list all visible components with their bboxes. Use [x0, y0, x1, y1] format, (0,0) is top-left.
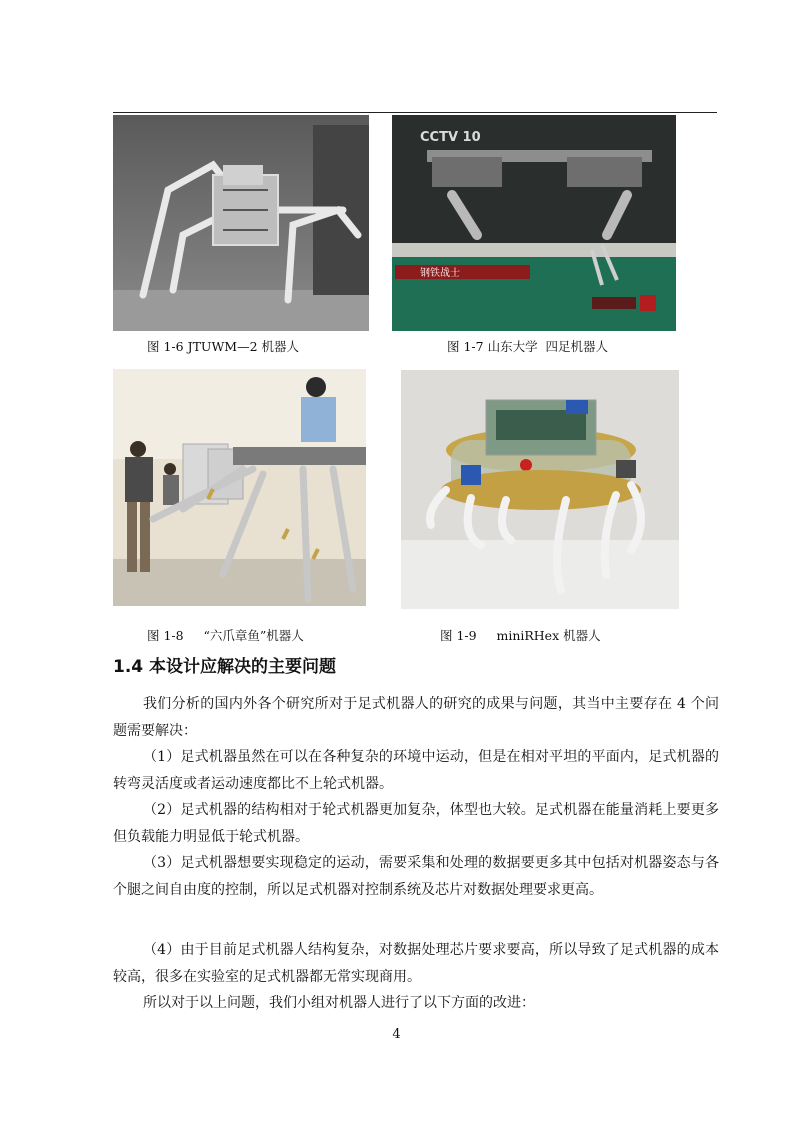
- paragraph: 我们分析的国内外各个研究所对于足式机器人的研究的成果与问题，其当中主要存在 4 个问题需要解决：: [113, 696, 719, 739]
- paragraph: （2）足式机器的结构相对于轮式机器更加复杂，体型也大较。足式机器在能量消耗上要更多但负载能力明显低于轮式机器。: [113, 802, 719, 845]
- figure-jtuwm-robot-photo: [113, 115, 369, 331]
- paragraph: （4）由于目前足式机器人结构复杂，对数据处理芯片要求要高，所以导致了足式机器的成本较高，很多在实验室的足式机器都无常实现商用。: [113, 942, 719, 985]
- cctv-logo: CCTV 10: [420, 130, 481, 145]
- figure-caption: 图 1-8 “六爪章鱼”机器人: [147, 628, 304, 643]
- figure-caption: 图 1-6 JTUWM—2 机器人: [147, 339, 300, 354]
- figure-caption: 图 1-7 山东大学 四足机器人: [447, 339, 609, 354]
- paragraph: 所以对于以上问题，我们小组对机器人进行了以下方面的改进：: [143, 995, 535, 1011]
- header-rule: [113, 112, 717, 113]
- page-number: 4: [392, 1027, 401, 1042]
- section-heading: 1.4 本设计应解决的主要问题: [113, 657, 337, 677]
- figure-caption: 图 1-9 miniRHex 机器人: [440, 628, 601, 643]
- video-banner-text: 钢铁战士: [420, 268, 460, 279]
- paragraph: （3）足式机器想要实现稳定的运动，需要采集和处理的数据要更多其中包括对机器姿态与各个腿之间自由度的控制，所以足式机器对控制系统及芯片对数据处理要求更高。: [113, 855, 719, 898]
- figure-minirhex-robot-photo: [401, 370, 679, 609]
- figure-sdu-quadruped-photo: [392, 115, 676, 331]
- paragraph: （1）足式机器虽然在可以在各种复杂的环境中运动，但是在相对平坦的平面内，足式机器的转弯灵活度或者运动速度都比不上轮式机器。: [113, 749, 719, 792]
- figure-six-claw-octopus-robot-photo: [113, 369, 366, 606]
